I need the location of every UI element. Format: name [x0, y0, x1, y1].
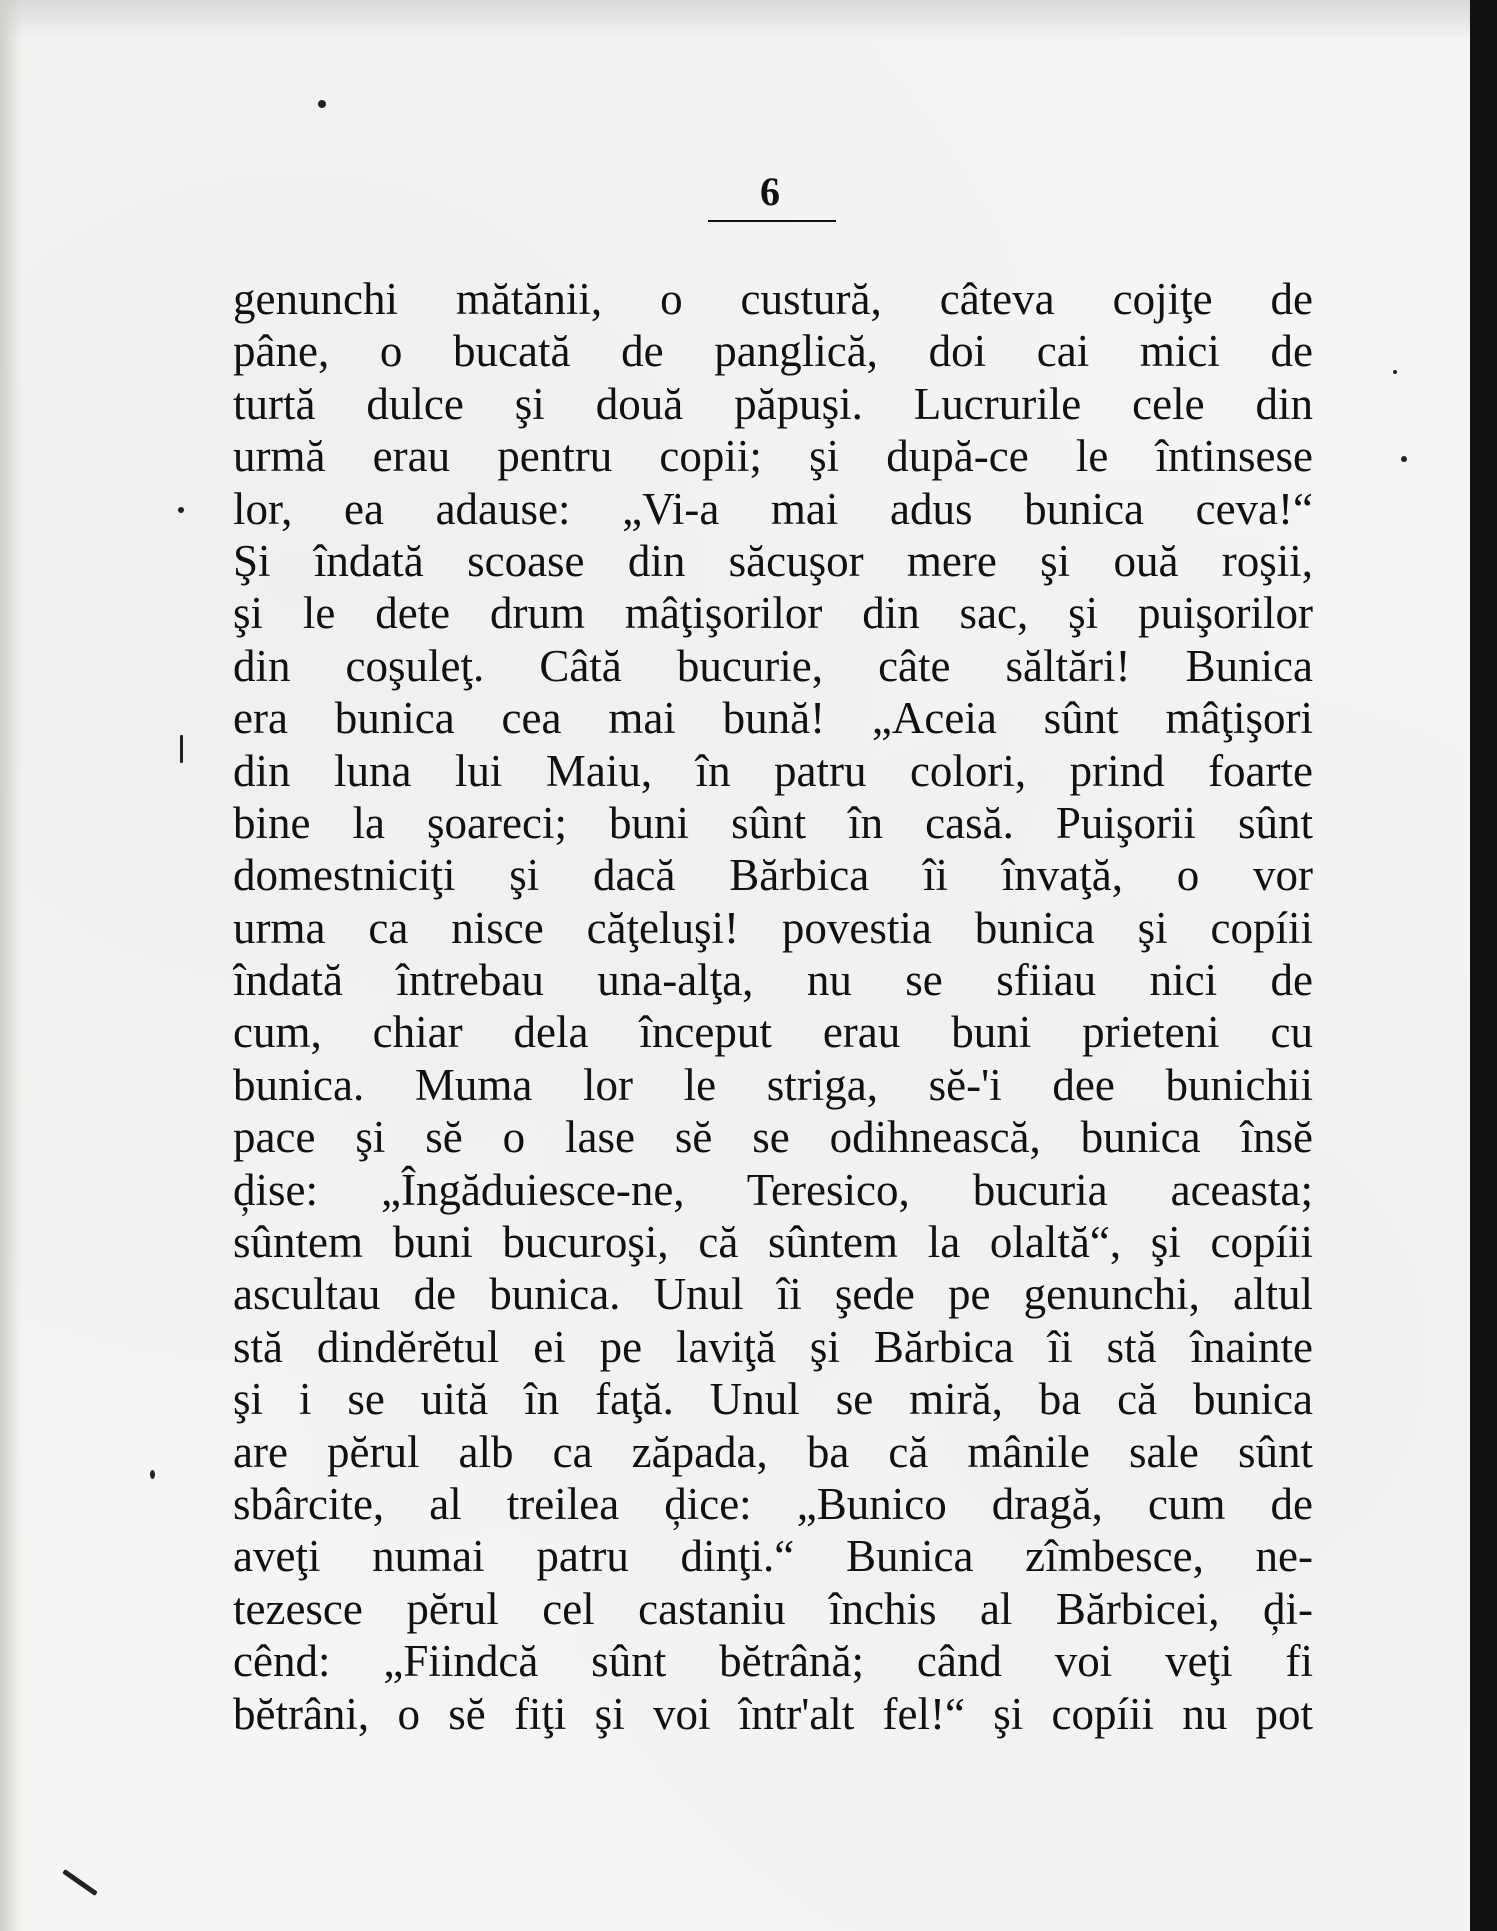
- body-text: [233, 273, 1313, 1740]
- text-line: tezesce pĕrul cel castaniu închis al Bărbicei, ḑi-: [233, 1583, 1313, 1634]
- text-line: bĕtrâni, o sĕ fiţi şi voi într'alt fel!“ şi copíii nu pot: [233, 1688, 1313, 1739]
- text-line: aveţi numai patru dinţi.“ Bunica zîmbesce, ne-: [233, 1531, 1313, 1582]
- text-line: ascultau de bunica. Unul îi şede pe genunchi, altul: [233, 1269, 1313, 1320]
- text-line: şi i se uită în faţă. Unul se miră, ba că bunica: [233, 1374, 1313, 1425]
- text-line: Şi îndată scoase din săcuşor mere şi ouă roşii,: [233, 535, 1313, 586]
- text-line: şi le dete drum mâţişorilor din sac, şi puişorilor: [233, 588, 1313, 639]
- text-line: ḑise: „Îngăduiesce-ne, Teresico, bucuria aceasta;: [233, 1164, 1313, 1215]
- page-number: 6: [760, 169, 780, 214]
- text-line: bunica. Muma lor le striga, sĕ-'i dee bunichii: [233, 1059, 1313, 1110]
- ink-speck: [178, 507, 184, 513]
- scan-top-edge: [0, 0, 1470, 38]
- text-line: domestniciţi şi dacă Bărbica îi învaţă, o vor: [233, 850, 1313, 901]
- text-line: lor, ea adause: „Vi-a mai adus bunica ceva!“: [233, 483, 1313, 534]
- text-line: din luna lui Maiu, în patru colori, prind foarte: [233, 745, 1313, 796]
- text-line: turtă dulce şi două păpuşi. Lucrurile cele din: [233, 378, 1313, 429]
- page-number-rule: [708, 220, 836, 222]
- text-line: cênd: „Fiindcă sûnt bĕtrână; când voi veţi fi: [233, 1636, 1313, 1687]
- text-line: urma ca nisce căţeluşi! povestia bunica şi copíii: [233, 902, 1313, 953]
- text-line: genunchi mătănii, o custură, câteva cojiţe de: [233, 274, 1313, 324]
- ink-speck: [150, 1470, 155, 1479]
- text-line: sbârcite, al treilea ḑice: „Bunico dragă, cum de: [233, 1478, 1313, 1529]
- ink-speck: [1393, 370, 1397, 374]
- scan-left-edge: [0, 0, 22, 1931]
- text-line: din coşuleţ. Câtă bucurie, câte săltări! Bunica: [233, 640, 1313, 691]
- text-line: bine la şoareci; buni sûnt în casă. Puişorii sûnt: [233, 797, 1313, 848]
- text-line: era bunica cea mai bună! „Aceia sûnt mâţişori: [233, 693, 1313, 744]
- scan-right-border: [1470, 0, 1497, 1931]
- text-line: are pĕrul alb ca zăpada, ba că mânile sale sûnt: [233, 1426, 1313, 1477]
- text-line: cum, chiar dela început erau buni prieteni cu: [233, 1007, 1313, 1058]
- text-line: pace şi sĕ o lase sĕ se odihnească, bunica însĕ: [233, 1112, 1313, 1163]
- text-line: pâne, o bucată de panglică, doi cai mici de: [233, 326, 1313, 377]
- text-line: stă dindĕrĕtul ei pe laviţă şi Bărbica îi stă înainte: [233, 1321, 1313, 1372]
- ink-speck: [62, 1869, 98, 1896]
- ink-speck: [1401, 456, 1407, 462]
- text-line: îndată întrebau una-alţa, nu se sfiiau nici de: [233, 955, 1313, 1006]
- ink-speck: [180, 735, 183, 763]
- text-line: sûntem buni bucuroşi, că sûntem la olaltă“, şi copíii: [233, 1217, 1313, 1268]
- text-line: urmă erau pentru copii; şi după-ce le întinsese: [233, 431, 1313, 482]
- ink-speck: [318, 100, 326, 108]
